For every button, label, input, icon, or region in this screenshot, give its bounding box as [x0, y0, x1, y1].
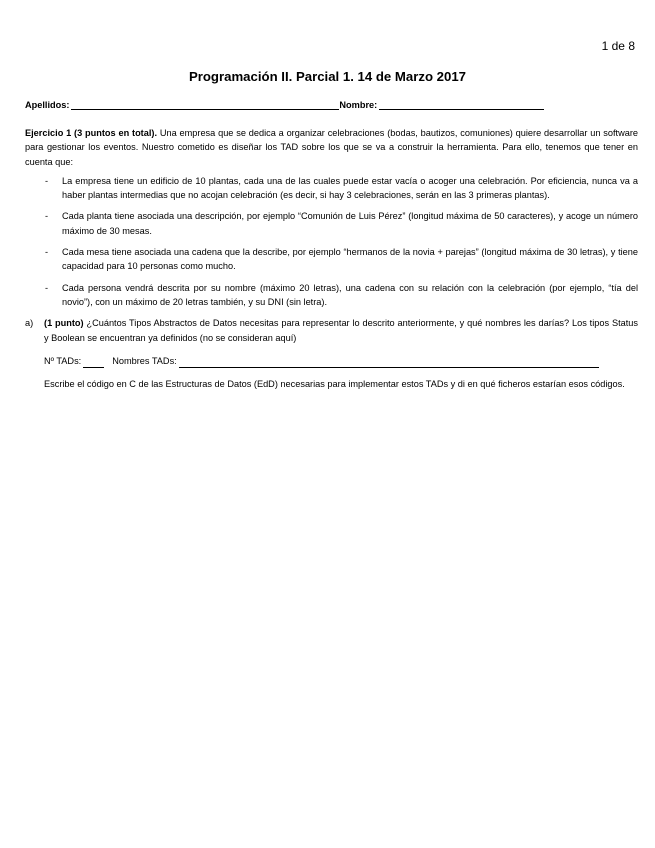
code-instruction: Escribe el código en C de las Estructuras de Datos (EdD) necesarias para implementar estos TADs y di en qué ficheros estarían esos códigos. [44, 379, 625, 390]
requirements-list [25, 174, 638, 309]
bullet-dash: - [45, 282, 49, 293]
question-text: ¿Cuántos Tipos Abstractos de Datos necesitas para representar lo descrito anteriormente, y qué nombres les darías? Los tipos Status y Boolean se encuentran ya definidos (no se consideran aquí) [44, 318, 638, 343]
bullet-dash: - [45, 211, 49, 222]
question-points-prefix: ( [44, 318, 48, 329]
bullet-text: Cada persona vendrá descrita por su nombre (máximo 20 letras), una cadena con su relación con la celebración (por ejemplo, “tía del novio”), con un máximo de 20 letras también, y su DNI (sin letra). [62, 282, 638, 307]
question-a [25, 316, 638, 345]
name-label: Nombre: [339, 100, 378, 110]
exercise-intro-text: Una empresa que se dedica a organizar celebraciones (bodas, bautizos, comuniones) quiere desarrollar un software para gestionar los eventos. Nuestro cometido es diseñar los TAD sobre los que se va a construir la herramienta. Para ello, tenemos que tener en cuenta que: [25, 128, 639, 167]
question-points [44, 318, 84, 328]
exercise-heading-prefix: Ejercicio 1 ( [25, 128, 78, 138]
list-item [25, 174, 638, 203]
question-points-suffix: ) [80, 318, 84, 329]
surname-blank[interactable] [71, 100, 339, 110]
tad-names-blank[interactable] [179, 358, 599, 368]
question-label: a) [25, 318, 34, 329]
surname-label: Apellidos: [25, 100, 70, 110]
num-tads-label: Nº TADs: [44, 355, 82, 366]
bullet-dash: - [45, 247, 49, 258]
answer-line [25, 354, 638, 368]
list-item [25, 245, 638, 274]
list-item [25, 209, 638, 238]
list-item [25, 281, 638, 310]
exercise-intro [25, 126, 638, 169]
bullet-dash: - [45, 175, 49, 186]
bullet-text: Cada mesa tiene asociada una cadena que la describe, por ejemplo “hermanos de la novia + parejas” (longitud máxima de 30 letras), y tiene capacidad para 10 personas como mucho. [62, 247, 638, 272]
page-number: 1 de 8 [601, 39, 635, 53]
exam-content [25, 126, 638, 391]
exam-title: Programación II. Parcial 1. 14 de Marzo 2017 [188, 69, 467, 84]
question-points-value: 1 punto [47, 318, 81, 329]
exercise-heading-suffix: ). [151, 128, 158, 138]
bullet-text: Cada planta tiene asociada una descripción, por ejemplo “Comunión de Luis Pérez” (longitud máxima de 50 caracteres), y acoge un número máximo de 30 mesas. [62, 211, 638, 236]
bullet-text: La empresa tiene un edificio de 10 plantas, cada una de las cuales puede estar vacía o acoger una celebración. Por eficiencia, nunca va a haber plantas intermedias que no acojan celebración (es decir, si hay 3 celebraciones, serán en las 3 primeras plantas). [62, 175, 638, 201]
exercise-heading [25, 128, 157, 138]
name-blank[interactable] [379, 100, 544, 110]
num-tads-blank[interactable] [83, 358, 104, 368]
student-fields [25, 100, 544, 110]
tad-names-label: Nombres TADs: [112, 355, 177, 366]
exercise-points: 3 puntos en total [77, 128, 152, 138]
